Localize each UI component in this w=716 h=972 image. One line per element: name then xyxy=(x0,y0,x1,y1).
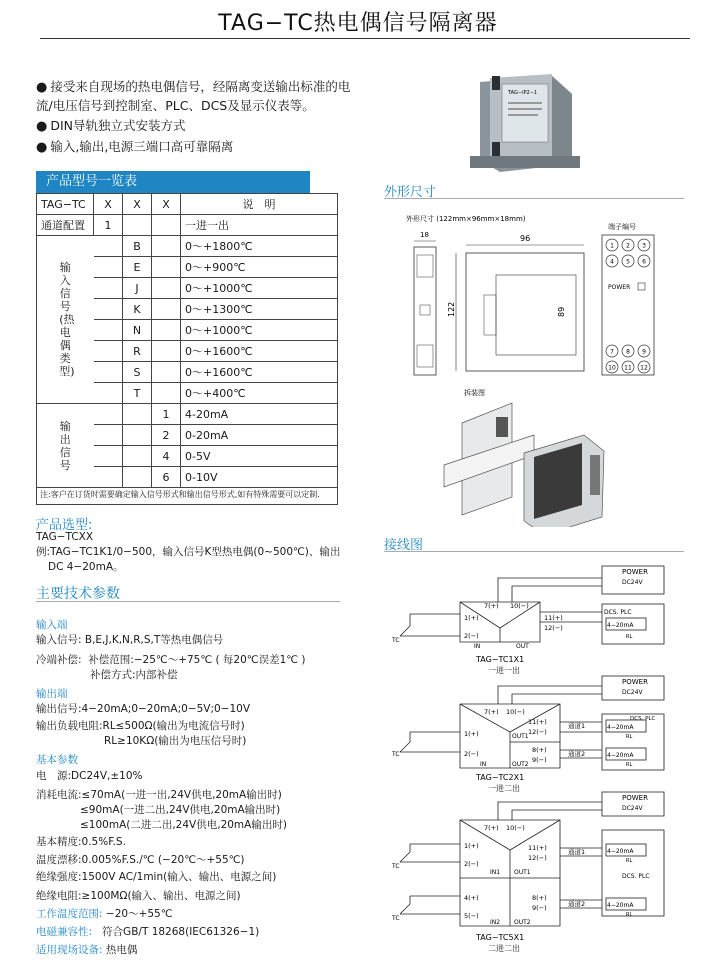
selection-line: DC 4−20mA。 xyxy=(48,561,124,573)
current-label: 4−20mA xyxy=(607,752,634,759)
rl-label: RL xyxy=(626,734,633,740)
terminal-label: 9(−) xyxy=(532,756,547,764)
out-label: OUT xyxy=(516,643,529,650)
power-label: POWER xyxy=(608,284,631,291)
terminal-label: 12(−) xyxy=(544,624,563,632)
model-name: TAG−TC5X1 xyxy=(476,933,525,942)
spec-line: 温度漂移:0.005%F.S./℃ (−20℃～+55℃) xyxy=(36,854,245,866)
table-cell: N xyxy=(123,320,152,341)
in-label: IN xyxy=(474,643,481,650)
power-label: POWER xyxy=(622,678,648,686)
terminal-number: 12 xyxy=(640,364,648,372)
table-row xyxy=(37,236,338,257)
table-cell: S xyxy=(123,362,152,383)
dimension-caption: 外形尺寸 (122mm×96mm×18mm) xyxy=(406,215,526,223)
terminal-label: 10(−) xyxy=(506,824,525,832)
table-cell: B xyxy=(123,236,152,257)
title-divider xyxy=(40,38,690,39)
in-label: IN1 xyxy=(490,869,501,876)
input-heading: 输入端 xyxy=(36,619,68,631)
selection-line: TAG−TCXX xyxy=(36,531,94,543)
spec-line: 电磁兼容性: 符合GB/T 18268(IEC61326−1) xyxy=(36,926,260,938)
terminal-number: 6 xyxy=(642,258,646,266)
channel-label: 通道2 xyxy=(568,900,586,908)
plc-label: DCS. PLC xyxy=(622,873,650,880)
product-photo xyxy=(460,72,620,180)
spec-line: RL≥10KΩ(输出为电压信号时) xyxy=(104,735,247,747)
terminal-number: 4 xyxy=(610,258,614,266)
front-view xyxy=(466,253,584,371)
dc24v-label: DC24V xyxy=(622,805,643,812)
dim-89: 89 xyxy=(557,306,566,317)
terminal-label: 2(−) xyxy=(464,750,479,758)
table-cell: 说 明 xyxy=(181,194,338,215)
terminal-label: 11(+) xyxy=(528,844,547,852)
terminal-label: 7(+) xyxy=(484,824,499,832)
channel-label: 通道2 xyxy=(568,750,586,758)
bullet-icon: ● xyxy=(36,140,48,155)
terminal-number: 3 xyxy=(642,242,646,250)
table-cell: K xyxy=(123,299,152,320)
terminal-label: 11(+) xyxy=(528,718,547,726)
terminal-label: 2(−) xyxy=(464,860,479,868)
table-cell: X xyxy=(94,194,123,215)
out-label: OUT2 xyxy=(514,919,531,926)
feature-item: ● 接受来自现场的热电偶信号，经隔离变送输出标准的电流/电压信号到控制室、PLC、DCS及显示仪表等。 xyxy=(36,79,351,113)
terminal-number: 8 xyxy=(626,348,630,356)
table-cell: 0～+1300℃ xyxy=(181,299,338,320)
spec-line: 绝缘强度:1500V AC/1min(输入、输出、电源之间) xyxy=(36,871,277,883)
spec-line: 基本精度:0.5%F.S. xyxy=(36,836,126,848)
in-label: IN2 xyxy=(490,919,501,926)
terminal-group xyxy=(606,239,650,373)
table-cell: 0～+1000℃ xyxy=(181,320,338,341)
disassembly-drawing xyxy=(444,403,604,527)
model-name: TAG−TC2X1 xyxy=(476,773,525,782)
model-table xyxy=(36,193,338,488)
table-cell: T xyxy=(123,383,152,404)
rl-label: RL xyxy=(626,634,633,640)
dimensions-heading: 外形尺寸 xyxy=(384,185,437,200)
terminal-label: 1(+) xyxy=(464,842,479,850)
terminal-label: 12(−) xyxy=(528,728,547,736)
specs-heading: 主要技术参数 xyxy=(36,586,120,602)
dimensions-divider xyxy=(384,198,684,199)
terminal-label: 10(−) xyxy=(510,602,529,610)
spec-line: 补偿方式:内部补偿 xyxy=(90,669,178,681)
table-cell: 0～+1000℃ xyxy=(181,278,338,299)
current-label: 4−20mA xyxy=(607,622,634,629)
terminal-label: 12(−) xyxy=(528,854,547,862)
table-cell: X xyxy=(152,194,181,215)
terminal-number: 5 xyxy=(626,258,630,266)
table-cell: J xyxy=(123,278,152,299)
dimension-drawing xyxy=(384,205,690,527)
channel-label: 通道1 xyxy=(568,848,586,856)
terminal-label: 2(−) xyxy=(464,632,479,640)
out-label: OUT1 xyxy=(512,733,529,740)
table-row xyxy=(37,215,338,236)
table-cell: 2 xyxy=(152,425,181,446)
rl-label: RL xyxy=(626,858,633,864)
feature-item: ● 输入,输出,电源三端口高可靠隔离 xyxy=(36,139,234,155)
terminal-label: 7(+) xyxy=(484,602,499,610)
feature-item: ● DIN导轨独立式安装方式 xyxy=(36,118,186,134)
tc-label: TC xyxy=(392,863,400,870)
output-label-cell: 输出信号 xyxy=(37,404,94,488)
table-cell: 1 xyxy=(152,404,181,425)
wiring-divider xyxy=(384,551,684,552)
terminal-label: 1(+) xyxy=(464,730,479,738)
table-cell: 0～+900℃ xyxy=(181,257,338,278)
table-cell: 0～+1600℃ xyxy=(181,341,338,362)
spec-line: 消耗电流:≤70mA(一进一出,24V供电,20mA输出时) xyxy=(36,789,282,801)
terminal-label: 4(+) xyxy=(464,894,479,902)
dim-122: 122 xyxy=(447,301,456,317)
current-label: 4−20mA xyxy=(607,902,634,909)
selection-line: 例:TAG−TC1K1/0−500，输入信号K型热电偶(0~500℃)、输出 xyxy=(36,546,341,558)
terminal-number: 7 xyxy=(610,348,614,356)
channel-label: 通道1 xyxy=(568,722,586,730)
dim-18: 18 xyxy=(420,231,429,239)
wiring-diagram xyxy=(380,556,710,970)
table-cell: X xyxy=(123,194,152,215)
dc24v-label: DC24V xyxy=(622,689,643,696)
terminal-title: 端子编号 xyxy=(608,223,636,231)
table-cell: 一进一出 xyxy=(181,215,338,236)
table-cell: 0～+1600℃ xyxy=(181,362,338,383)
power-label: POWER xyxy=(622,794,648,802)
spec-line: 输入信号: B,E,J,K,N,R,S,T等热电偶信号 xyxy=(36,634,224,646)
table-cell: 1 xyxy=(94,215,123,236)
current-label: 4−20mA xyxy=(607,724,634,731)
table-cell: 6 xyxy=(152,467,181,488)
disassembly-label: 拆装图 xyxy=(464,389,485,397)
rl-label: RL xyxy=(626,912,633,918)
dim-96: 96 xyxy=(520,234,531,243)
terminal-label: 8(+) xyxy=(532,894,547,902)
table-cell: 通道配置 xyxy=(37,215,94,236)
model-name: TAG−TC1X1 xyxy=(476,655,525,664)
table-cell: TAG−TC xyxy=(37,194,94,215)
table-cell: 0-5V xyxy=(181,446,338,467)
table-note: 注:客户在订货时需要确定输入信号形式和输出信号形式,如有特殊需要可以定制. xyxy=(36,485,338,505)
terminal-label: 8(+) xyxy=(532,746,547,754)
side-view xyxy=(414,247,436,375)
plc-box xyxy=(602,714,664,770)
in-label: IN xyxy=(480,761,487,768)
specs-divider xyxy=(36,601,340,602)
model-desc: 一进一出 xyxy=(488,666,520,675)
spec-line: ≤100mA(二进二出,24V供电,20mA输出时) xyxy=(80,819,287,831)
tc-label: TC xyxy=(392,915,400,922)
dc24v-label: DC24V xyxy=(622,579,643,586)
table-cell: E xyxy=(123,257,152,278)
spec-line: 工作温度范围: −20～+55℃ xyxy=(36,908,173,920)
terminal-label: 5(−) xyxy=(464,912,479,920)
bullet-icon: ● xyxy=(36,80,48,95)
terminal-number: 9 xyxy=(642,348,646,356)
page-title: TAG−TC热电偶信号隔离器 xyxy=(218,11,498,36)
terminal-number: 11 xyxy=(624,364,632,372)
table-cell: 4 xyxy=(152,446,181,467)
terminal-label: 11(+) xyxy=(544,614,563,622)
plc-label: DCS. PLC xyxy=(630,716,656,722)
rl-label: RL xyxy=(626,762,633,768)
out-label: OUT1 xyxy=(514,869,531,876)
power-label: POWER xyxy=(622,568,648,576)
spec-line: 电 源:DC24V,±10% xyxy=(36,770,143,782)
terminal-number: 2 xyxy=(626,242,630,250)
spec-line: 适用现场设备: 热电偶 xyxy=(36,944,138,956)
out-label: OUT2 xyxy=(512,761,529,768)
spec-line: 输出信号:4−20mA;0−20mA;0−5V;0−10V xyxy=(36,703,251,715)
terminal-label: 10(−) xyxy=(506,708,525,716)
output-heading: 输出端 xyxy=(36,688,68,700)
table-cell: 4-20mA xyxy=(181,404,338,425)
basic-heading: 基本参数 xyxy=(36,754,78,766)
table-cell: 0-20mA xyxy=(181,425,338,446)
table-cell: R xyxy=(123,341,152,362)
model-table-heading: 产品型号一览表 xyxy=(36,171,310,193)
selection-heading: 产品选型: xyxy=(36,518,93,533)
tc-label: TC xyxy=(392,751,400,758)
spec-line: ≤90mA(一进二出,24V供电,20mA输出时) xyxy=(80,804,281,816)
spec-line: 冷端补偿: 补偿范围:−25℃～+75℃ ( 每20℃误差1℃ ) xyxy=(36,654,306,666)
spec-line: 绝缘电阻:≥100MΩ(输入、输出、电源之间) xyxy=(36,890,241,902)
terminal-label: 7(+) xyxy=(484,708,499,716)
current-label: 4−20mA xyxy=(607,848,634,855)
spec-line: 输出负载电阻:RL≤500Ω(输出为电流信号时) xyxy=(36,720,245,732)
model-desc: 二进二出 xyxy=(488,944,520,953)
wiring-heading: 接线图 xyxy=(384,538,424,553)
bullet-icon: ● xyxy=(36,119,48,134)
table-cell: 0-10V xyxy=(181,467,338,488)
table-row xyxy=(37,194,338,215)
product-photo-label: TAG−IP2−1 xyxy=(508,90,538,96)
input-label-cell: 输入信号(热电偶类型) xyxy=(37,236,94,404)
feature-list xyxy=(36,78,366,159)
terminal-label: 9(−) xyxy=(532,904,547,912)
plc-label: DCS. PLC xyxy=(604,609,632,616)
terminal-number: 1 xyxy=(610,242,614,250)
model-desc: 一进二出 xyxy=(488,784,520,793)
terminal-number: 10 xyxy=(608,364,616,372)
table-cell: 0～+400℃ xyxy=(181,383,338,404)
table-cell: 0～+1800℃ xyxy=(181,236,338,257)
tc-label: TC xyxy=(392,637,400,644)
table-row xyxy=(37,404,338,425)
terminal-label: 1(+) xyxy=(464,614,479,622)
